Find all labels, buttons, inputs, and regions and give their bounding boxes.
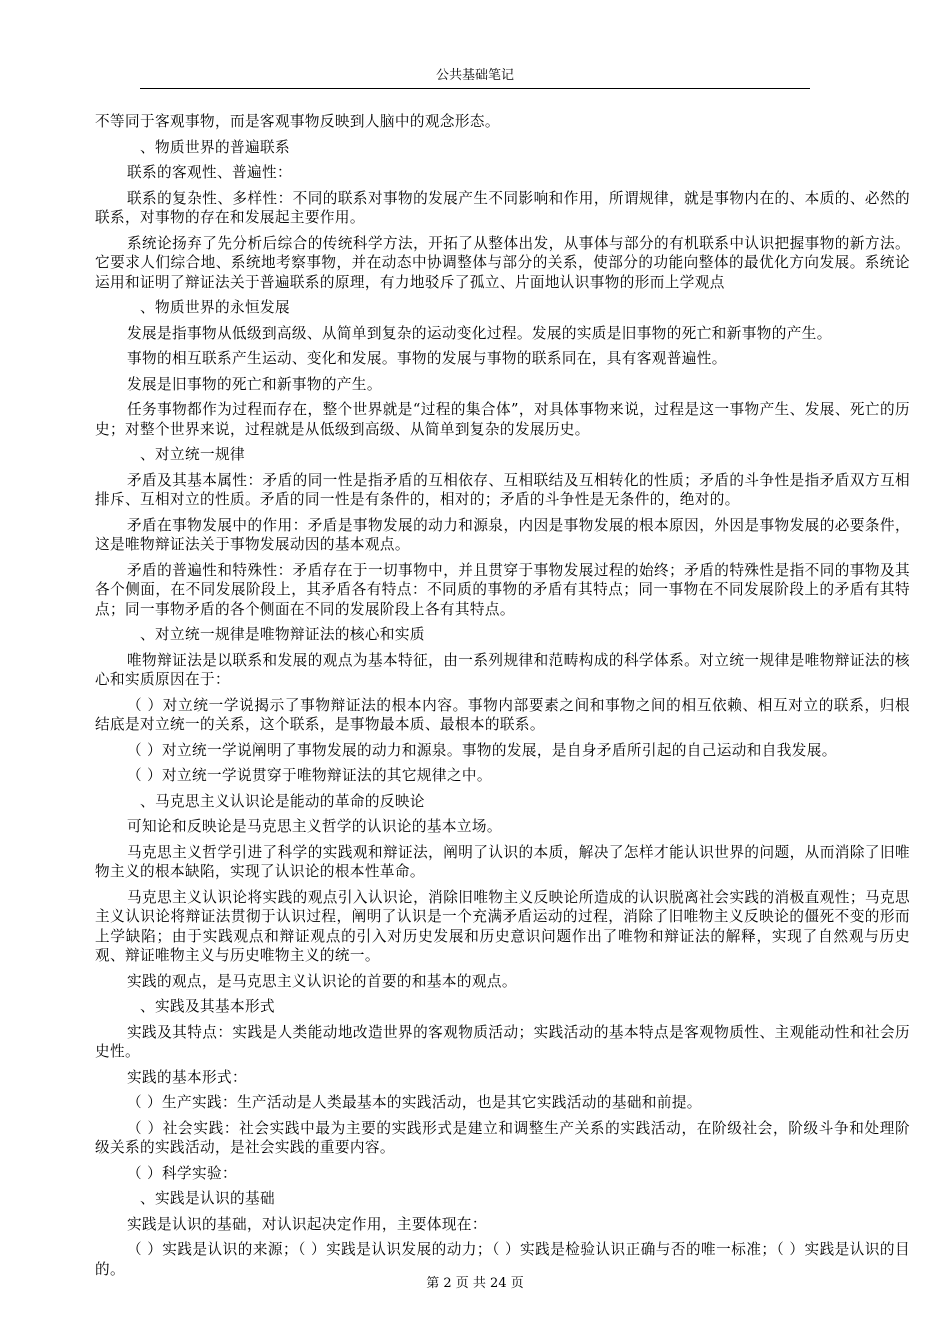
paragraph: 事物的相互联系产生运动、变化和发展。事物的发展与事物的联系同在，具有客观普遍性。	[127, 350, 727, 367]
section-heading: 、物质世界的永恒发展	[140, 299, 290, 316]
page-number: 第 2 页 共 24 页	[426, 1276, 524, 1291]
header-title: 公共基础笔记	[435, 68, 514, 83]
section-heading: 、马克思主义认识论是能动的革命的反映论	[140, 792, 425, 810]
document-body	[95, 112, 910, 1279]
paragraph: （ ）生产实践：生产活动是人类最基本的实践活动，也是其它实践活动的基础和前提。	[127, 1094, 702, 1111]
paragraph: 不等同于客观事物，而是客观事物反映到人脑中的观念形态。	[95, 113, 500, 130]
paragraph: 任务事物都作为过程而存在，整个世界就是“过程的集合体”，对具体事物来说，过程是这一事物产生、发展、死亡的历史；对整个世界来说，过程就是从低级到高级、从简单到复杂的发展历史。	[95, 401, 910, 438]
paragraph: 发展是旧事物的死亡和新事物的产生。	[127, 375, 382, 393]
paragraph: 唯物辩证法是以联系和发展的观点为基本特征，由一系列规律和范畴构成的科学体系。对立统一规律是唯物辩证法的核心和实质原因在于：	[95, 651, 910, 688]
paragraph: 实践及其特点：实践是人类能动地改造世界的客观物质活动；实践活动的基本特点是客观物质性、主观能动性和社会历史性。	[95, 1023, 910, 1060]
paragraph: （ ）对立统一学说阐明了事物发展的动力和源泉。事物的发展，是自身矛盾所引起的自己运动和自我发展。	[127, 741, 837, 759]
paragraph: 矛盾在事物发展中的作用：矛盾是事物发展的动力和源泉，内因是事物发展的根本原因，外因是事物发展的必要条件，这是唯物辩证法关于事物发展动因的基本观点。	[95, 516, 910, 553]
paragraph: （ ）实践是认识的来源；（ ）实践是认识发展的动力；（ ）实践是检验认识正确与否的唯一标准；（ ）实践是认识的目的。	[95, 1241, 910, 1278]
paragraph: （ ）社会实践：社会实践中最为主要的实践形式是建立和调整生产关系的实践活动，在阶级社会，阶级斗争和处理阶级关系的实践活动，是社会实践的重要内容。	[95, 1119, 910, 1156]
page-footer	[0, 1275, 950, 1293]
paragraph: （ ）科学实验：	[127, 1164, 237, 1182]
section-heading: 、对立统一规律	[140, 446, 245, 463]
page-header	[140, 66, 810, 89]
section-heading: 、对立统一规律是唯物辩证法的核心和实质	[140, 626, 425, 643]
paragraph: 矛盾的普遍性和特殊性：矛盾存在于一切事物中，并且贯穿于事物发展过程的始终；矛盾的特殊性是指不同的事物及其各个侧面，在不同发展阶段上，其矛盾各有特点：不同质的事物的矛盾有其特点；同一事物在不同发展阶段上的矛盾有其特点；同一事物矛盾的各个侧面在不同的发展阶段上各有其特点。	[95, 561, 910, 618]
paragraph: 实践是认识的基础，对认识起决定作用，主要体现在：	[127, 1215, 487, 1233]
section-heading: 、物质世界的普遍联系	[140, 138, 290, 156]
paragraph: 马克思主义哲学引进了科学的实践观和辩证法，阐明了认识的本质，解决了怎样才能认识世界的问题，从而消除了旧唯物主义的根本缺陷，实现了认识论的根本性革命。	[95, 843, 910, 880]
paragraph: （ ）对立统一学说揭示了事物辩证法的根本内容。事物内部要素之间和事物之间的相互依赖、相互对立的联系，归根结底是对立统一的关系，这个联系，是事物最本质、最根本的联系。	[95, 696, 910, 733]
paragraph: 联系的复杂性、多样性：不同的联系对事物的发展产生不同影响和作用，所谓规律，就是事物内在的、本质的、必然的联系，对事物的存在和发展起主要作用。	[95, 189, 910, 226]
paragraph: （ ）对立统一学说贯穿于唯物辩证法的其它规律之中。	[127, 767, 492, 784]
paragraph: 系统论扬弃了先分析后综合的传统科学方法，开拓了从整体出发，从事体与部分的有机联系中认识把握事物的新方法。它要求人们综合地、系统地考察事物，并在动态中协调整体与部分的关系，使部分的功能向整体的最优化方向发展。系统论运用和证明了辩证法关于普遍联系的原理，有力地驳斥了孤立、片面地认识事物的形而上学观点	[95, 234, 910, 291]
paragraph: 联系的客观性、普遍性：	[127, 164, 292, 181]
paragraph: 可知论和反映论是马克思主义哲学的认识论的基本立场。	[127, 818, 502, 835]
paragraph: 实践的观点，是马克思主义认识论的首要的和基本的观点。	[127, 972, 517, 990]
paragraph: 马克思主义认识论将实践的观点引入认识论，消除旧唯物主义反映论所造成的认识脱离社会实践的消极直观性；马克思主义认识论将辩证法贯彻于认识过程，阐明了认识是一个充满矛盾运动的过程，消除了旧唯物主义反映论的僵死不变的形而上学缺陷；由于实践观点和辩证观点的引入对历史发展和历史意识问题作出了唯物和辩证法的解释，实现了自然观与历史观、辩证唯物主义与历史唯物主义的统一。	[95, 888, 910, 964]
section-heading: 、实践是认识的基础	[140, 1190, 275, 1207]
section-heading: 、实践及其基本形式	[140, 998, 275, 1015]
paragraph: 矛盾及其基本属性：矛盾的同一性是指矛盾的互相依存、互相联结及互相转化的性质；矛盾的斗争性是指矛盾双方互相排斥、互相对立的性质。矛盾的同一性是有条件的，相对的；矛盾的斗争性是无条件的，绝对的。	[95, 471, 910, 508]
paragraph: 实践的基本形式：	[127, 1068, 247, 1086]
paragraph: 发展是指事物从低级到高级、从简单到复杂的运动变化过程。发展的实质是旧事物的死亡和新事物的产生。	[127, 324, 832, 342]
